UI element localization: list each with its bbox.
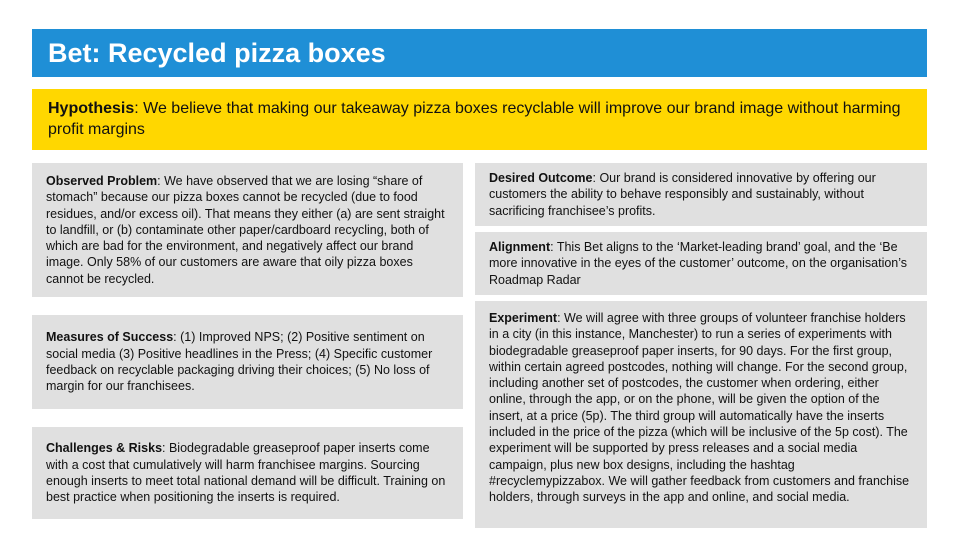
experiment-card [475, 301, 927, 528]
challenges-risks-content [46, 440, 449, 505]
experiment-label: Experiment [489, 311, 558, 325]
experiment-content [489, 310, 913, 506]
alignment-card [475, 232, 927, 295]
hypothesis-content [48, 98, 911, 140]
desired-outcome-label: Desired Outcome [489, 171, 593, 186]
hypothesis-label: Hypothesis [48, 100, 135, 117]
hypothesis-box [32, 89, 927, 150]
measures-of-success-text: : (1) Improved NPS; (2) Positive sentiment on social media (3) Positive headlines in the Press; (4) Specific customer feedback on recyclable packaging driving their choices; (5) No loss of margin for our franchisees. [46, 330, 433, 394]
challenges-risks-card [32, 427, 463, 519]
measures-of-success-content [46, 329, 449, 394]
measures-of-success-label: Measures of Success [46, 330, 174, 345]
challenges-risks-label: Challenges & Risks [46, 441, 163, 456]
alignment-content [489, 239, 913, 288]
observed-problem-card [32, 163, 463, 297]
page-title: Bet: Recycled pizza boxes [48, 37, 386, 68]
desired-outcome-content [489, 170, 913, 219]
observed-problem-label: Observed Problem [46, 173, 158, 188]
hypothesis-text: : We believe that making our takeaway pizza boxes recyclable will improve our brand image without harming profit margins [48, 100, 901, 138]
challenges-risks-text: : Biodegradable greaseproof paper inserts come with a cost that cumulatively will harm franchisee margins. Sourcing enough inserts to meet total national demand will be difficult. Training on best practice when positioning the inserts is required. [46, 441, 446, 505]
measures-of-success-card [32, 315, 463, 409]
observed-problem-text: : We have observed that we are losing “share of stomach” because our pizza boxes cannot be recycled (due to food residues, and/or excess oil). That means they either (a) are sent straight to landfill, or (b) contaminate other paper/cardboard recycling, both of which are bad for the environment, and negatively affect our brand image. Only 58% of our customers are aware that oily pizza boxes cannot be recycled. [46, 173, 445, 286]
desired-outcome-text: : Our brand is considered innovative by offering our customers the ability to behave responsibly and sustainably, without sacrificing franchisee’s profits. [489, 171, 876, 218]
alignment-text: : This Bet aligns to the ‘Market-leading brand’ goal, and the ‘Be more innovative in the eyes of the customer’ outcome, on the organisation’s Roadmap Radar [489, 240, 908, 287]
experiment-text: : We will agree with three groups of volunteer franchise holders in a city (in this instance, Manchester) to run a series of experiments with biodegradable greaseproof paper inserts, for 90 days. For the first group, within certain agreed postcodes, nothing will change. For the second group, including another set of postcodes, the customer when ordering, either online, through the app, or on the phone, will be given the option of the insert, at a price (5p). The third group will automatically have the inserts included in the price of the pizza (which will be inclusive of the 5p cost). The experiment will be supported by press releases and a social media campaign, plus new box designs, including the hashtag #recyclemypizzabox. We will gather feedback from customers and franchise holders, through surveys in the app and online, and social media. [489, 311, 910, 505]
desired-outcome-card [475, 163, 927, 226]
title-bar [32, 29, 927, 77]
observed-problem-content [46, 173, 449, 287]
alignment-label: Alignment [489, 240, 551, 255]
